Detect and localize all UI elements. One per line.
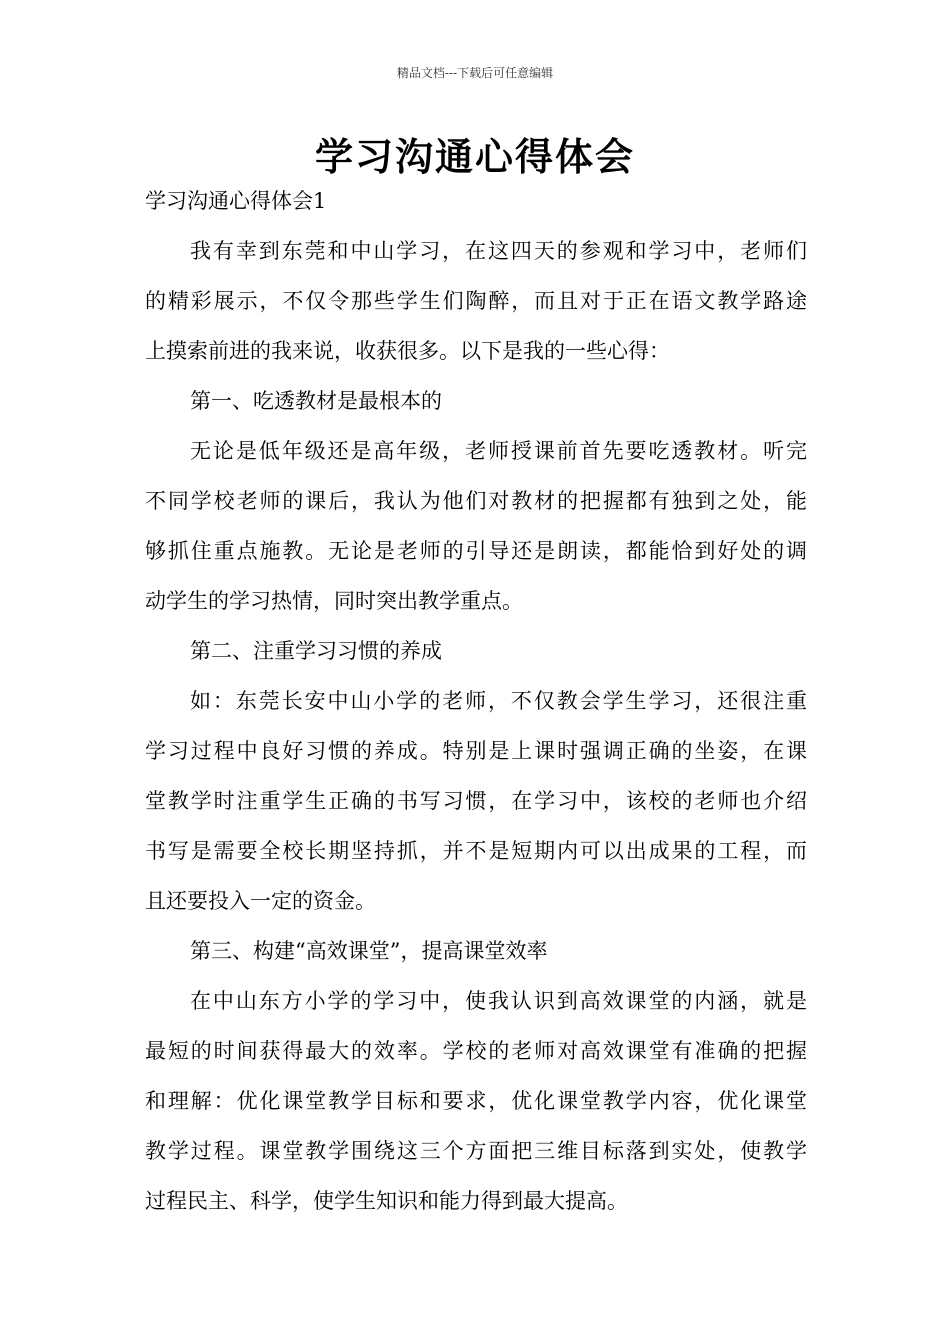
paragraph-line: 的精彩展示，不仅令那些学生们陶醉，而且对于正在语文教学路途 <box>145 289 807 313</box>
page-header: 精品文档---下载后可任意编辑 <box>396 66 554 80</box>
subtitle: 学习沟通心得体会1 <box>145 189 327 213</box>
paragraph-line: 我有幸到东莞和中山学习，在这四天的参观和学习中，老师们 <box>190 239 807 263</box>
section-heading: 第一、吃透教材是最根本的 <box>190 389 442 413</box>
paragraph-line: 和理解：优化课堂教学目标和要求，优化课堂教学内容，优化课堂 <box>145 1089 807 1113</box>
paragraph-line: 且还要投入一定的资金。 <box>145 889 376 913</box>
paragraph-line: 书写是需要全校长期坚持抓，并不是短期内可以出成果的工程，而 <box>145 839 807 863</box>
paragraph-line: 如：东莞长安中山小学的老师，不仅教会学生学习，还很注重 <box>190 689 807 713</box>
paragraph-line: 不同学校老师的课后，我认为他们对教材的把握都有独到之处，能 <box>145 489 807 513</box>
paragraph-line: 动学生的学习热情，同时突出教学重点。 <box>145 589 523 613</box>
section-heading: 第三、构建“高效课堂”，提高课堂效率 <box>190 939 548 963</box>
section-heading: 第二、注重学习习惯的养成 <box>190 639 442 663</box>
paragraph-line: 教学过程。课堂教学围绕这三个方面把三维目标落到实处，使教学 <box>145 1139 807 1163</box>
document-body <box>145 183 807 1233</box>
paragraph-line: 无论是低年级还是高年级，老师授课前首先要吃透教材。听完 <box>190 439 807 463</box>
paragraph-line: 堂教学时注重学生正确的书写习惯，在学习中，该校的老师也介绍 <box>145 789 807 813</box>
document-title: 学习沟通心得体会 <box>314 134 635 179</box>
paragraph-line: 学习过程中良好习惯的养成。特别是上课时强调正确的坐姿，在课 <box>145 739 807 763</box>
paragraph-line: 上摸索前进的我来说，收获很多。以下是我的一些心得： <box>145 339 670 363</box>
paragraph-line: 过程民主、科学，使学生知识和能力得到最大提高。 <box>145 1189 628 1213</box>
paragraph-line: 够抓住重点施教。无论是老师的引导还是朗读，都能恰到好处的调 <box>145 539 807 563</box>
paragraph-line: 在中山东方小学的学习中，使我认识到高效课堂的内涵，就是 <box>190 989 807 1013</box>
paragraph-line: 最短的时间获得最大的效率。学校的老师对高效课堂有准确的把握 <box>145 1039 807 1063</box>
